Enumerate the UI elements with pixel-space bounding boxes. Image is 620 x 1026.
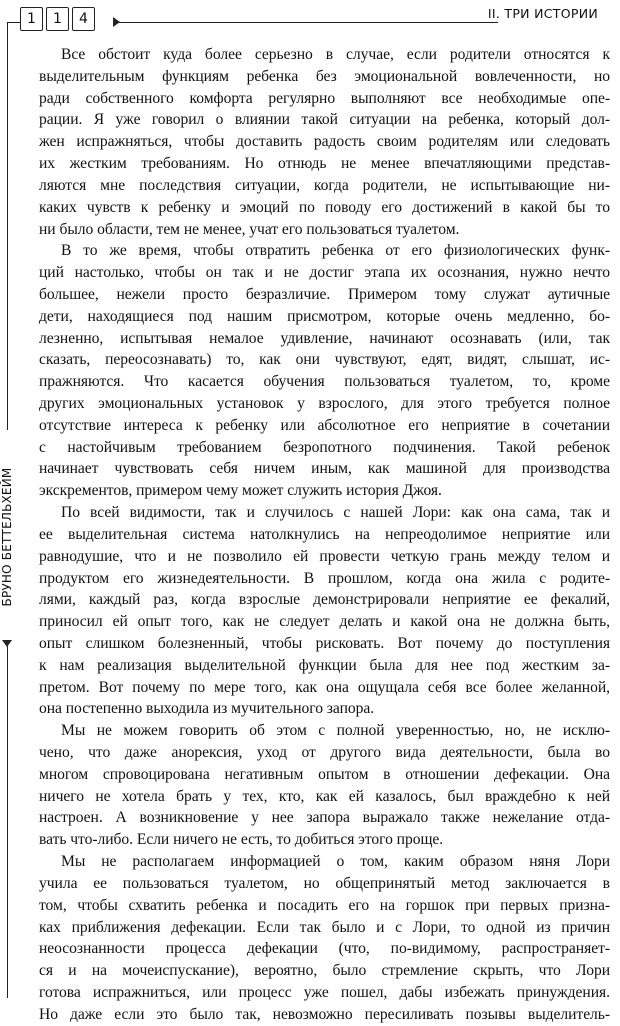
text-line: учила ее пользоваться туалетом, но общепринятый метод заключается в [39,874,610,892]
text-line: выделительным функциям ребенка без эмоциональной вовлеченности, но [39,67,610,85]
text-line: начинает чувствовать себя ничем иным, как машиной для производства [39,460,610,478]
text-line: продуктом его жизнедеятельности. В прошлом, когда она жила с родите- [39,569,610,587]
text-line: готова испражниться, или процесс уже пошел, дабы избежать принуждения. [39,983,610,1001]
text-line: дети, находящиеся под нашим присмотром, которые очень медленно, бо- [39,307,610,325]
text-line: экскрементов, примером чему может служить история Джоя. [39,482,442,500]
text-line: к нам реализация выделительной функции была для нее под жестким за- [39,656,610,674]
text-line: жен испражняться, чтобы доставить радость своим родителям или следовать [39,133,610,151]
text-line: ради собственного комфорта регулярно выполняют все необходимые опе- [39,89,610,107]
text-line: претом. Вот почему по мере того, как она ощущала себя все более желанной, [39,678,610,696]
text-line: ся и на мочеиспускание), вероятно, было стремление скрыть, что Лори [39,962,610,980]
text-line: том, чтобы схватить ребенка и посадить его на горшок при первых призна- [39,896,610,914]
text-line: Мы не располагаем информацией о том, каким образом няня Лори [61,853,610,871]
text-line: опыт слишком болезненный, чтобы рисковать. Вот почему до поступления [39,634,610,652]
header-rule-left [8,22,20,23]
text-line: большее, нежели просто безразличие. Примером тому служат аутичные [39,285,610,303]
section-title: II. ТРИ ИСТОРИИ [487,6,598,21]
text-line: Мы не можем говорить об этом с полной уверенностью, но, не исклю- [61,722,610,740]
text-line: Но даже если это было так, невозможно пересиливать позывы выделитель- [39,1005,610,1023]
text-line: она постепенно выходила из мучительного запора. [39,700,375,718]
page-digit-1: 1 [20,7,43,31]
text-line: рации. Я уже говорил о влиянии такой ситуации на ребенка, который дол- [39,111,610,129]
author-running-head: БРУНО БЕТТЕЛЬХЕЙМ [0,467,14,607]
text-line: лями, каждый раз, когда взрослые демонстрировали неприятие ее фекалий, [39,591,610,609]
header-rule [118,22,498,23]
text-line: ее выделительная система натолкнулись на непреодолимое неприятие или [39,525,610,543]
text-line: пражняются. Что касается обучения пользоваться туалетом, то, кроме [39,373,610,391]
page-digit-2: 1 [46,7,69,31]
text-line: лезненно, испытывая немалое удивление, начинают осознавать (или, так [39,329,610,347]
sidebar-rule-top [7,22,8,430]
text-line: ни было области, тем не менее, учат его пользоваться туалетом. [39,220,460,238]
text-line: ляются мне последствия ситуации, когда родители, не испытывающие ни- [39,176,610,194]
text-line: приносил ей опыт того, как не следует делать и какой она не должна быть, [39,613,610,631]
text-line: отсутствие интереса к ребенку или абсолютное его неприятие в сочетании [39,416,610,434]
body-text [39,44,610,1026]
page-digit-3: 4 [72,7,95,31]
text-line: неосознанности процесса дефекации (что, по-видимому, распространяет- [39,940,610,958]
text-line: По всей видимости, так и случилось с нашей Лори: как она сама, так и [61,504,610,522]
text-line: настроен. А возникновение у нее запора выражало также нежелание отда- [39,809,610,827]
text-line: с настойчивым требованием безропотного подчинения. Такой ребенок [39,438,610,456]
sidebar-rule-bottom [7,646,8,998]
header-arrow-icon [113,17,120,27]
text-line: равнодушие, что и не позволило ей провести четкую грань между телом и [39,547,610,565]
text-line: чено, что даже анорексия, уход от другого вида деятельности, была во [39,744,610,761]
text-line: ций настолько, чтобы он так и не достиг этапа их осознания, нужно нечто [39,264,610,282]
text-line: других эмоциональных установок у взрослого, для этого требуется полное [39,395,610,412]
text-line: их жестким требованиям. Но отнюдь не менее впечатляющими представ- [39,155,610,173]
text-line: сказать, переосознавать) то, как они чувствуют, едят, видят, слышат, ис- [39,351,610,369]
text-line: В то же время, чтобы отвратить ребенка от его физиологических функ- [61,242,610,260]
text-line: многом спровоцирована негативным опытом в отношении дефекации. Она [39,765,610,783]
text-line: ничего не хотела брать у тех, кто, как ей казалось, был враждебно к ней [39,787,610,805]
text-line: Все обстоит куда более серьезно в случае, если родители относятся к [61,46,610,63]
text-line: ках приближения дефекации. Если так было и с Лори, то одной из причин [39,918,610,936]
text-line: каких чувств к ребенку и эмоций по поводу его достижений в какой бы то [39,198,610,216]
page-number [20,7,95,31]
text-line: вать что-либо. Если ничего не есть, то добиться этого проще. [39,831,444,849]
